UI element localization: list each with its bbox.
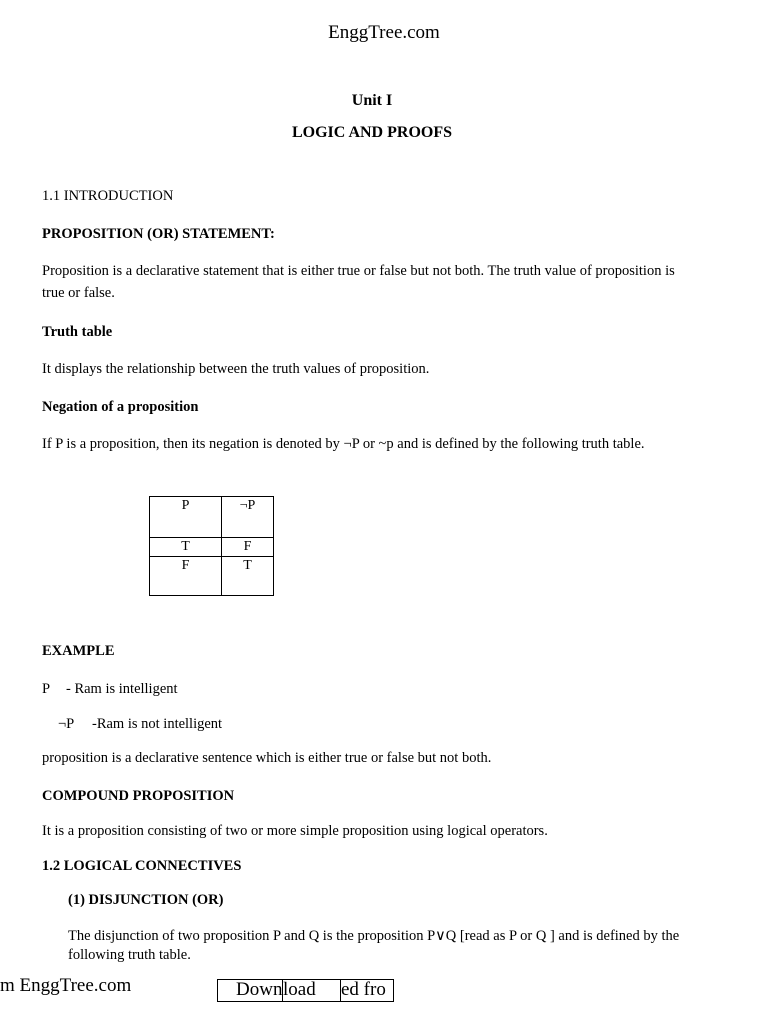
footer-segment: ed fro [341, 979, 386, 1000]
disjunction-heading: (1) DISJUNCTION (OR) [68, 892, 224, 908]
example-heading: EXAMPLE [42, 643, 115, 659]
table-cell: T [222, 557, 274, 596]
negation-heading: Negation of a proposition [42, 399, 199, 415]
proposition-text: Proposition is a declarative statement that is either true or false but not both. The truth value of proposition is true or false. [42, 263, 675, 301]
truth-table-text: It displays the relationship between the truth values of proposition. [42, 361, 430, 377]
table-cell: F [222, 538, 274, 557]
table-cell: T [150, 538, 222, 557]
proposition-heading: PROPOSITION (OR) STATEMENT: [42, 226, 275, 242]
connectives-heading: 1.2 LOGICAL CONNECTIVES [42, 858, 242, 874]
footer-segment: load [283, 980, 341, 1001]
table-cell: F [150, 557, 222, 596]
example-p-text: - Ram is intelligent [66, 681, 178, 697]
footer-source: m EnggTree.com [0, 975, 132, 996]
intro-heading: 1.1 INTRODUCTION [42, 188, 174, 204]
proposition-definition: proposition is a declarative sentence which is either true or false but not both. [42, 750, 492, 766]
table-header-not-p: ¬P [222, 497, 274, 538]
example-p-symbol: P [42, 681, 51, 697]
negation-text: If P is a proposition, then its negation is denoted by ¬P or ~p and is defined by the following truth table. [42, 436, 645, 452]
footer-segment: Down [218, 980, 283, 1001]
compound-heading: COMPOUND PROPOSITION [42, 788, 235, 804]
site-header: EnggTree.com [328, 22, 440, 43]
example-not-p-symbol: ¬P [58, 716, 75, 732]
example-not-p-text: -Ram is not intelligent [92, 716, 223, 732]
truth-table-heading: Truth table [42, 324, 113, 340]
unit-title: LOGIC AND PROOFS [291, 124, 452, 141]
table-header-p: P [150, 497, 222, 538]
disjunction-text: The disjunction of two proposition P and Q is the proposition P∨Q [read as P or Q ] and is defined by the following truth table. [68, 928, 680, 963]
compound-text: It is a proposition consisting of two or more simple proposition using logical operators. [42, 823, 548, 839]
footer-download-box [217, 979, 394, 1002]
negation-truth-table [149, 496, 274, 596]
unit-label: Unit I [351, 92, 393, 109]
